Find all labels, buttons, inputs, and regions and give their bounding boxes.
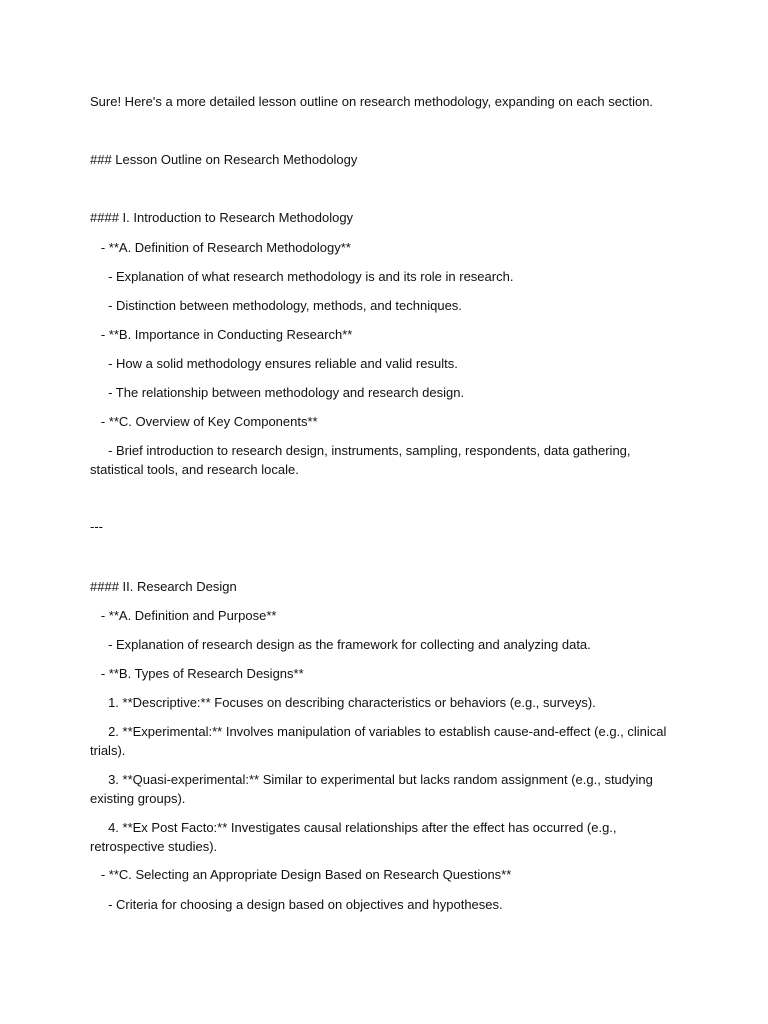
section-2-item: - **A. Definition and Purpose** bbox=[90, 608, 277, 623]
section-1-item: - Brief introduction to research design, instruments, sampling, respondents, data gathering, statistical tools, and research locale. bbox=[90, 443, 635, 477]
section-1-item: - **C. Overview of Key Components** bbox=[90, 414, 318, 429]
section-1-item: - The relationship between methodology and research design. bbox=[90, 385, 465, 400]
section-1-item: - Distinction between methodology, methods, and techniques. bbox=[90, 298, 462, 313]
section-1-item: - Explanation of what research methodology is and its role in research. bbox=[90, 269, 514, 284]
section-2-item: 2. **Experimental:** Involves manipulation of variables to establish cause-and-effect (e.g., clinical trials). bbox=[90, 724, 671, 758]
intro-text: Sure! Here's a more detailed lesson outline on research methodology, expanding on each section. bbox=[90, 94, 654, 109]
section-2-item: - Criteria for choosing a design based on objectives and hypotheses. bbox=[90, 897, 503, 912]
section-1-item: - **B. Importance in Conducting Research** bbox=[90, 327, 353, 342]
section-2-item: 1. **Descriptive:** Focuses on describing characteristics or behaviors (e.g., surveys). bbox=[90, 695, 596, 710]
section-2-item: - **C. Selecting an Appropriate Design Based on Research Questions** bbox=[90, 867, 512, 882]
section-2-item: 4. **Ex Post Facto:** Investigates causal relationships after the effect has occurred (e.g., retrospective studies). bbox=[90, 820, 621, 854]
section-1-heading: #### I. Introduction to Research Methodology bbox=[90, 210, 354, 225]
lesson-title: ### Lesson Outline on Research Methodology bbox=[90, 152, 358, 167]
section-2-heading: #### II. Research Design bbox=[90, 579, 237, 594]
section-2-item: - **B. Types of Research Designs** bbox=[90, 666, 304, 681]
section-1-item: - How a solid methodology ensures reliable and valid results. bbox=[90, 356, 458, 371]
section-1-item: - **A. Definition of Research Methodology** bbox=[90, 240, 351, 255]
section-2-item: 3. **Quasi-experimental:** Similar to experimental but lacks random assignment (e.g., studying existing groups). bbox=[90, 772, 657, 806]
section-2-item: - Explanation of research design as the framework for collecting and analyzing data. bbox=[90, 637, 591, 652]
section-separator: --- bbox=[90, 519, 103, 534]
